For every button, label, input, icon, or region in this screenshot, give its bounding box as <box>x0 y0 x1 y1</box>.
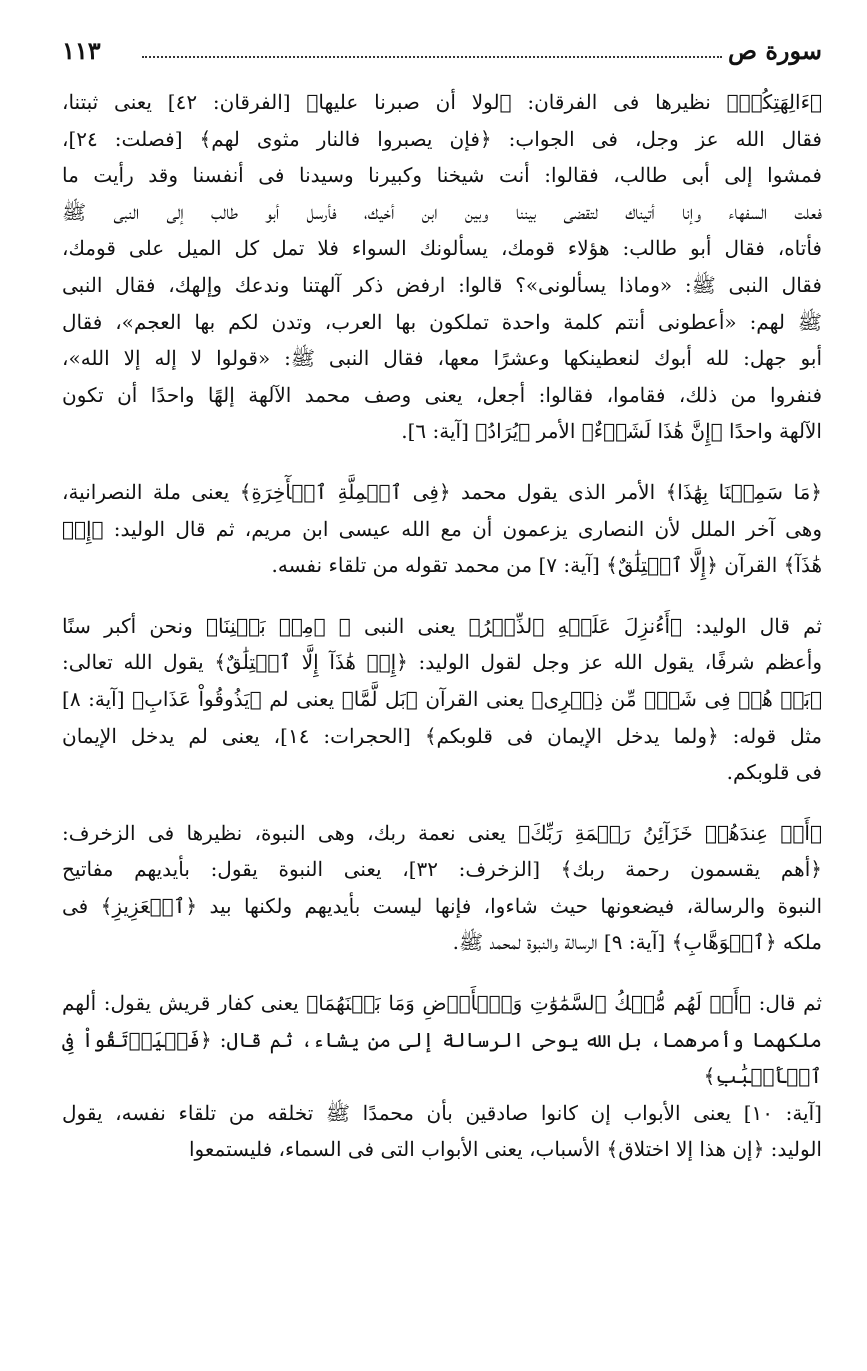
page-number: ١١٣ <box>62 36 101 65</box>
text-line: أبو جهل: لله أبوك لنعطينكها وعشرًا معها، فقال النبى ﷺ: «قولوا لا إله إلا الله»، <box>62 346 822 371</box>
paragraph <box>62 985 822 1168</box>
text-line: مثل قوله: ﴿ولما يدخل الإيمان فى قلوبكم﴾ [الحجرات: ١٤]، يعنى لم يدخل الإيمان <box>62 723 822 748</box>
page-body <box>62 84 822 1168</box>
paragraph <box>62 815 822 961</box>
text-line: فنفروا من ذلك، فقاموا، فقالوا: أجعل، يعنى وصف محمد الآلهة إلهًا واحدًا أن تكون <box>62 382 822 407</box>
surah-title: سورة ص <box>727 36 822 65</box>
text-line: ملكه ﴿ٱلۡوَهَّابِ﴾ [آية: ٩] الرسالة والنبوة لمحمد ﷺ. <box>452 930 822 955</box>
text-line: ﷺ لهم: «أعطونى أنتم كلمة واحدة تملكون بها العرب، وتدن لكم بها العجم»، فقال <box>62 309 822 334</box>
text-line: هَٰذَآ﴾ القرآن ﴿إِلَّا ٱخۡتِلَٰقٌ﴾ [آية: ٧] من محمد تقوله من تلقاء نفسه. <box>271 553 822 578</box>
text-line: الوليد: ﴿إن هذا إلا اختلاق﴾ الأسباب، يعنى الأبواب التى فى السماء، فليستمعوا <box>188 1137 822 1162</box>
text-line: ﴿أَمۡ عِندَهُمۡ خَزَآئِنُ رَحۡمَةِ رَبِّكَ﴾ يعنى نعمة ربك، وهى النبوة، نظيرها فى الزخرف: <box>62 820 822 845</box>
text-line: فقال النبى ﷺ: «وماذا يسألونى»؟ قالوا: ارفض ذكر آلهتنا وندعك وإلهك، فقال النبى <box>62 272 822 297</box>
text-line: فقال الله عز وجل، فى الجواب: ﴿فإن يصبروا فالنار مثوى لهم﴾ [فصلت: ٢٤]، <box>62 126 822 151</box>
paragraph <box>62 608 822 791</box>
paragraph <box>62 474 822 584</box>
text-line: ﴿مَا سَمِعۡنَا بِهَٰذَا﴾ الأمر الذى يقول محمد ﴿فِى ٱلۡمِلَّةِ ٱلۡأٓخِرَةِ﴾ يعنى ملة النصرانية، <box>62 479 822 504</box>
text-line: فمشوا إلى أبى طالب، فقالوا: أنت شيخنا وكبيرنا وسيدنا فى أنفسنا وقد رأيت ما <box>62 163 822 188</box>
text-line: ثم قال: ﴿أَمۡ لَهُم مُّلۡكُ ٱلسَّمَٰوَٰتِ وَٱلۡأَرۡضِ وَمَا بَيۡنَهُمَا﴾ يعنى كفار قريش يقول: ألهم <box>62 991 822 1016</box>
text-line: فعلت السفهاء وإنا أتيناك لتقضى بيننا وبين ابن أخيك، فأرسل أبو طالب إلى النبى ﷺ <box>62 199 822 224</box>
text-line: الآلهة واحدًا ﴿إِنَّ هَٰذَا لَشَيۡءٌ﴾ الأمر ﴿يُرَادُ﴾ [آية: ٦]. <box>401 419 822 444</box>
text-line: ﴿بَلۡ هُمۡ فِى شَكّٖ مِّن ذِكۡرِى﴾ يعنى القرآن ﴿بَل لَّمَّا﴾ يعنى لم ﴿يَذُوقُواْ عَذَابِ﴾ [آية: ٨] <box>62 686 822 711</box>
text-line: النبوة والرسالة، فيضعونها حيث شاءوا، فإنها ليست بأيديهم ولكنها بيد ﴿ٱلۡعَزِيزِ﴾ فى <box>62 893 822 918</box>
text-line: ﴿ءَالِهَتِكُمۡ﴾ نظيرها فى الفرقان: ﴿لولا أن صبرنا عليها﴾ [الفرقان: ٤٢] يعنى ثبتنا، <box>62 90 822 114</box>
book-page <box>62 30 822 1192</box>
text-line: وهى آخر الملل لأن النصارى يزعمون أن مع الله عيسى ابن مريم، ثم قال الوليد: ﴿إِنۡ <box>62 516 822 541</box>
text-line: ملكهما وأمرهما، بل الله يوحى الرسالة إلى من يشاء، ثم قال: ﴿فَلۡيَرۡتَقُواْ فِى ٱلۡأَسۡبَٰبِ﴾ <box>62 1027 822 1089</box>
paragraph <box>62 84 822 450</box>
text-line: وأعظم شرفًا، يقول الله عز وجل لقول الوليد: ﴿إِنۡ هَٰذَآ إِلَّا ٱخۡتِلَٰقٌ﴾ يقول الله تعالى: <box>62 650 822 675</box>
text-line: فأتاه، فقال أبو طالب: هؤلاء قومك، يسألونك السواء فلا تمل كل الميل على قومك، <box>62 236 822 261</box>
header-dot-leader <box>142 56 722 58</box>
page-header <box>62 30 822 74</box>
text-line: فى قلوبكم. <box>726 760 822 785</box>
text-line: ثم قال الوليد: ﴿أَءُنزِلَ عَلَيۡهِ ٱلذِّكۡرُ﴾ يعنى النبى ﷺ ﴿مِنۢ بَيۡنِنَا﴾ ونحن أكبر سنًا <box>62 613 822 638</box>
text-line: ﴿أهم يقسمون رحمة ربك﴾ [الزخرف: ٣٢]، يعنى النبوة يقول: بأيديهم مفاتيح <box>62 857 822 882</box>
text-line: [آية: ١٠] يعنى الأبواب إن كانوا صادقين بأن محمدًا ﷺ تخلقه من تلقاء نفسه، يقول <box>62 1100 822 1125</box>
